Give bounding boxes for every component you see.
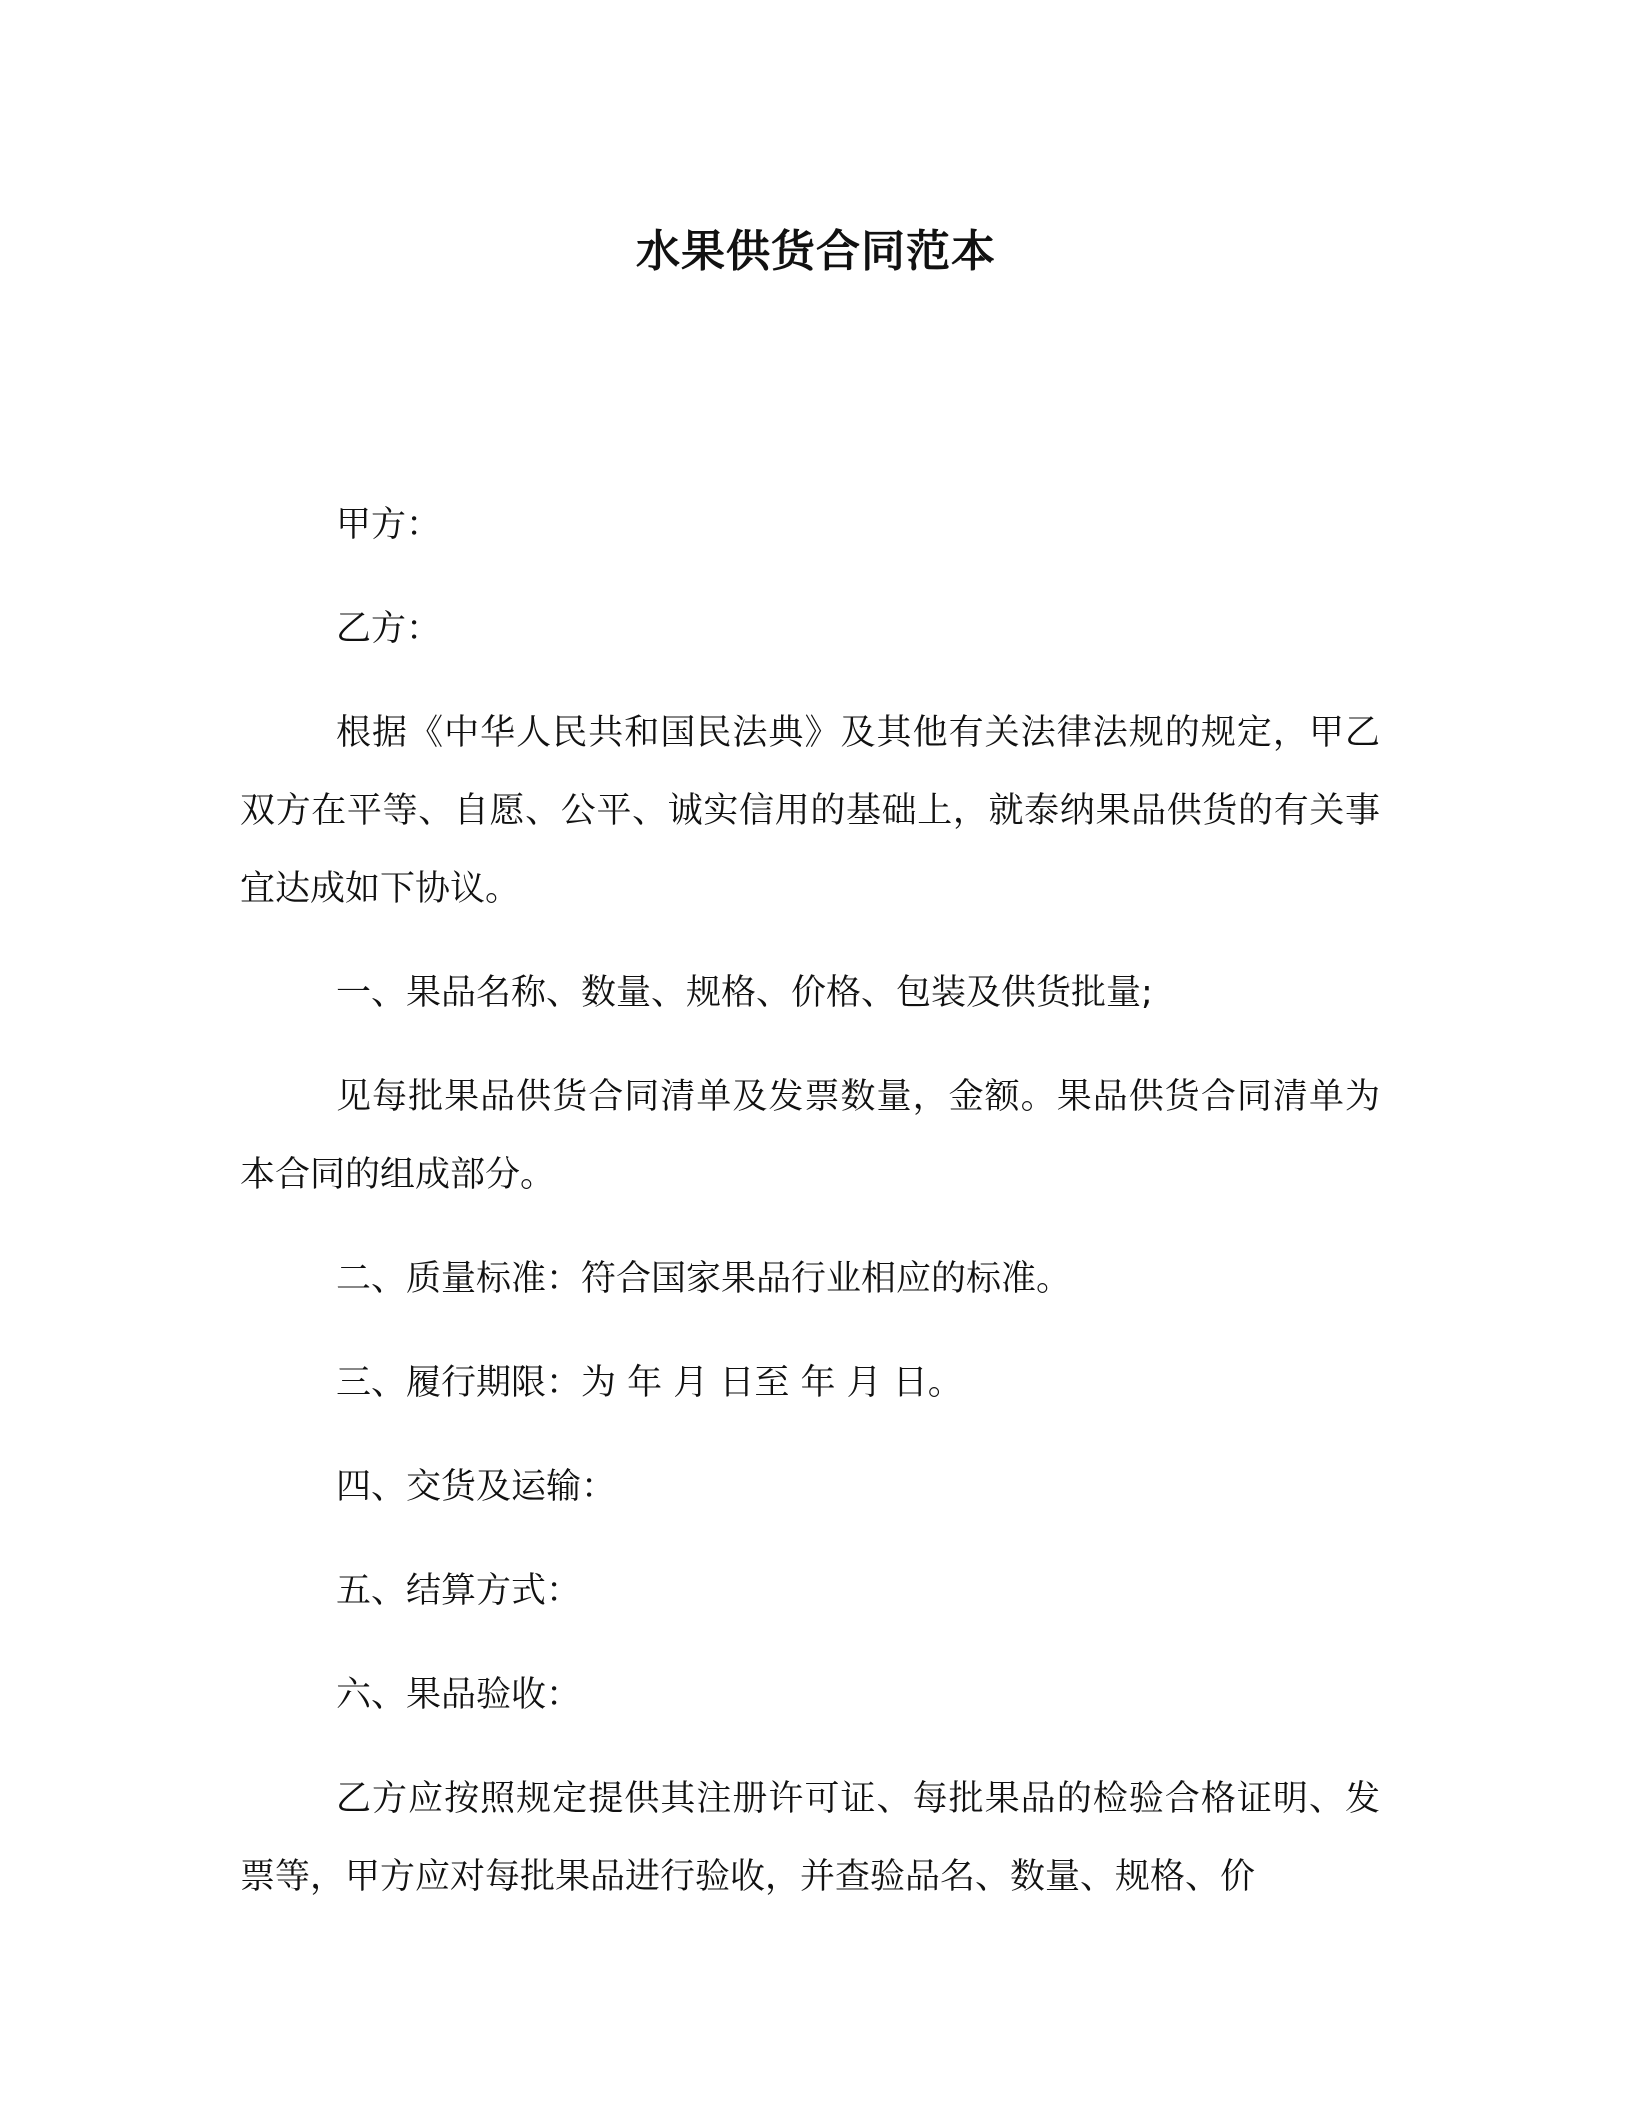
clause-6-heading: 六、果品验收：: [336, 1675, 582, 1715]
clause-1-text: 见每批果品供货合同清单及发票数量，金额。果品供货合同清单为本合同的组成部分。: [240, 1077, 1380, 1195]
preamble-paragraph: 根据《中华人民共和国民法典》及其他有关法律法规的规定，甲乙双方在平等、自愿、公平、诚实信用的基础上，就泰纳果品供货的有关事宜达成如下协议。: [240, 713, 1380, 909]
clause-3: 三、履行期限：为 年 月 日至 年 月 日。: [336, 1363, 963, 1403]
document-title: 水果供货合同范本: [636, 226, 996, 277]
clause-6-text: 乙方应按照规定提供其注册许可证、每批果品的检验合格证明、发票等，甲方应对每批果品进行验收，并查验品名、数量、规格、价: [240, 1779, 1380, 1897]
clause-4: 四、交货及运输：: [336, 1467, 617, 1507]
document-body: [240, 486, 1380, 1942]
party-b-line: 乙方：: [336, 609, 442, 649]
clause-5: 五、结算方式：: [336, 1571, 582, 1611]
clause-1-heading: 一、果品名称、数量、规格、价格、包装及供货批量;: [336, 973, 1153, 1013]
clause-2: 二、质量标准：符合国家果品行业相应的标准。: [336, 1259, 1072, 1299]
party-a-line: 甲方：: [336, 505, 442, 545]
